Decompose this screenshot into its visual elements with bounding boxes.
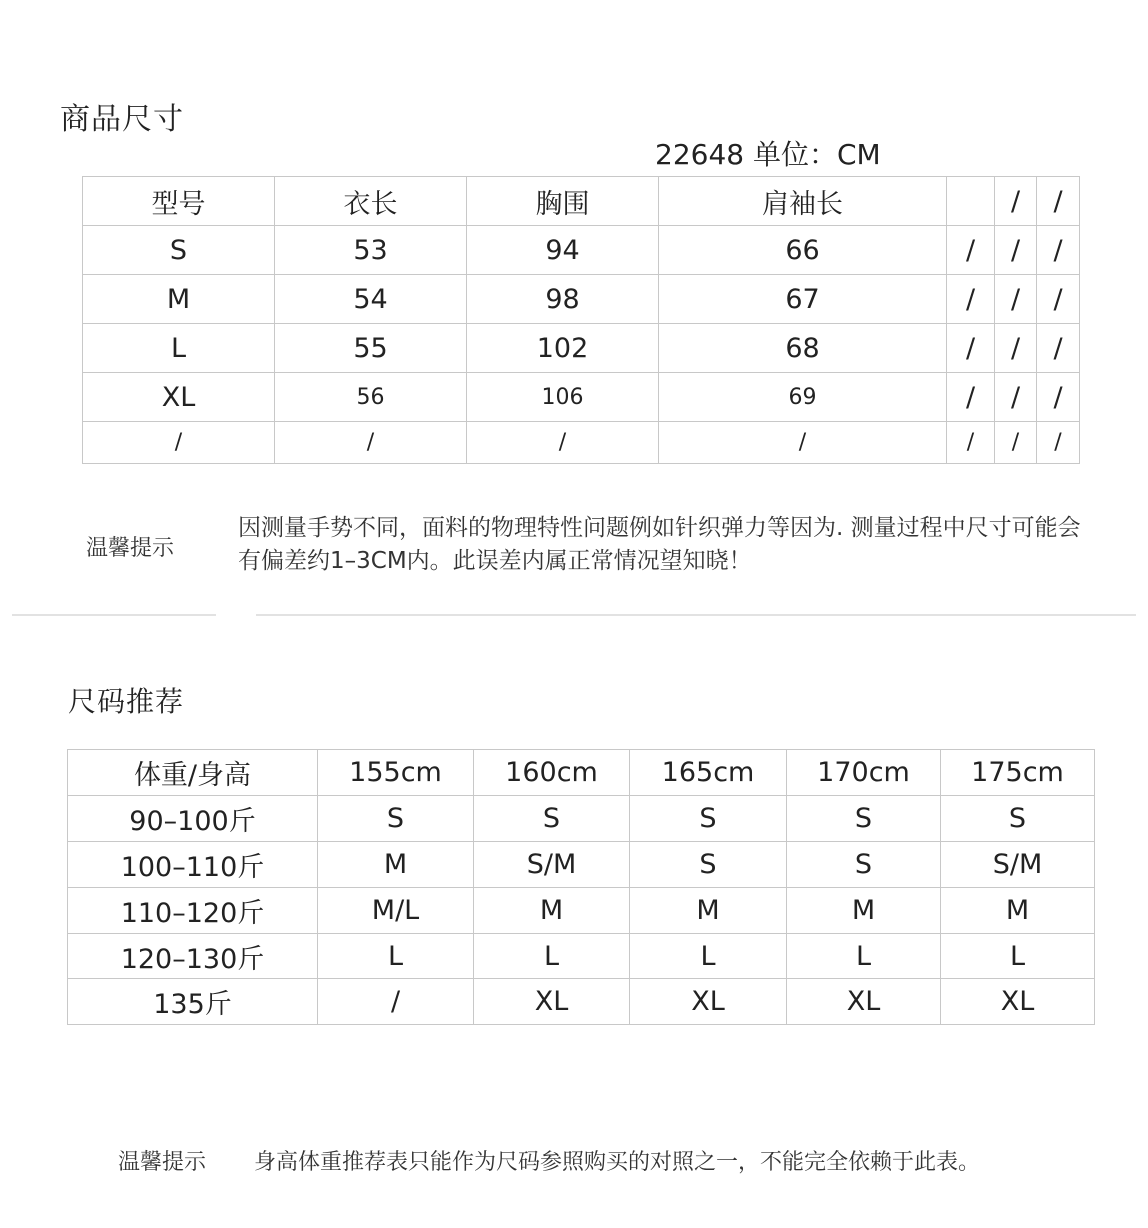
table-cell: / (275, 422, 467, 464)
table-cell: / (659, 422, 947, 464)
table-cell: 94 (467, 226, 659, 275)
table-cell: / (995, 275, 1037, 324)
table-cell: L (630, 934, 787, 979)
header-extra-1 (947, 177, 995, 226)
table-cell: 53 (275, 226, 467, 275)
table-cell: L (941, 934, 1095, 979)
table-cell: 135斤 (68, 979, 318, 1025)
table-cell: XL (474, 979, 630, 1025)
table-cell: M (318, 842, 474, 888)
table-cell: 54 (275, 275, 467, 324)
table-cell: 120–130斤 (68, 934, 318, 979)
table-row (83, 226, 1080, 275)
table-cell: XL (630, 979, 787, 1025)
table-cell: / (1037, 275, 1080, 324)
table-cell: / (1037, 422, 1080, 464)
table-cell: / (1037, 324, 1080, 373)
table-cell: S (787, 796, 941, 842)
table-cell: 66 (659, 226, 947, 275)
note1-label: 温馨提示 (86, 536, 175, 561)
table-cell: L (318, 934, 474, 979)
recommendation-table (67, 749, 1095, 1025)
table-cell: L (787, 934, 941, 979)
note2-label: 温馨提示 (118, 1150, 207, 1175)
table-cell: S (318, 796, 474, 842)
table-cell: 106 (467, 373, 659, 422)
table-cell: S/M (941, 842, 1095, 888)
table-cell: / (318, 979, 474, 1025)
header-length: 衣长 (275, 177, 467, 226)
table-cell: M/L (318, 888, 474, 934)
table-cell: S (787, 842, 941, 888)
divider-left (12, 614, 216, 616)
table-cell: / (995, 226, 1037, 275)
table-cell: XL (941, 979, 1095, 1025)
rec-section-title: 尺码推荐 (68, 685, 185, 718)
divider-right (256, 614, 1136, 616)
note2-text: 身高体重推荐表只能作为尺码参照购买的对照之一，不能完全依赖于此表。 (254, 1150, 981, 1175)
header-chest: 胸围 (467, 177, 659, 226)
table-cell: 67 (659, 275, 947, 324)
table-cell: / (947, 324, 995, 373)
table-cell: S/M (474, 842, 630, 888)
size-table (82, 176, 1080, 464)
header-extra-3: / (1037, 177, 1080, 226)
table-cell: 98 (467, 275, 659, 324)
table-cell: S (630, 796, 787, 842)
header-height-155: 155cm (318, 750, 474, 796)
table-cell: / (995, 373, 1037, 422)
table-row (68, 796, 1095, 842)
table-row (83, 324, 1080, 373)
table-cell: M (474, 888, 630, 934)
table-cell: M (787, 888, 941, 934)
table-cell: XL (787, 979, 941, 1025)
table-cell: / (947, 226, 995, 275)
rec-table-header (68, 750, 1095, 796)
header-height-170: 170cm (787, 750, 941, 796)
table-cell: M (941, 888, 1095, 934)
table-row (83, 422, 1080, 464)
table-row (68, 979, 1095, 1025)
table-cell: / (947, 422, 995, 464)
table-cell: M (83, 275, 275, 324)
size-unit-label: 22648 单位：CM (655, 138, 881, 171)
header-extra-2: / (995, 177, 1037, 226)
table-cell: / (947, 275, 995, 324)
table-cell: 68 (659, 324, 947, 373)
table-cell: / (1037, 226, 1080, 275)
header-height-175: 175cm (941, 750, 1095, 796)
table-cell: / (995, 422, 1037, 464)
header-sleeve: 肩袖长 (659, 177, 947, 226)
table-cell: S (941, 796, 1095, 842)
header-height-165: 165cm (630, 750, 787, 796)
size-table-header (83, 177, 1080, 226)
table-cell: / (83, 422, 275, 464)
header-height-160: 160cm (474, 750, 630, 796)
table-cell: 69 (659, 373, 947, 422)
table-row (68, 888, 1095, 934)
table-cell: L (474, 934, 630, 979)
table-cell: S (474, 796, 630, 842)
table-cell: / (995, 324, 1037, 373)
table-cell: L (83, 324, 275, 373)
table-cell: / (1037, 373, 1080, 422)
table-cell: M (630, 888, 787, 934)
table-cell: 100–110斤 (68, 842, 318, 888)
table-row (83, 275, 1080, 324)
header-model: 型号 (83, 177, 275, 226)
table-cell: S (630, 842, 787, 888)
table-cell: 102 (467, 324, 659, 373)
table-cell: 55 (275, 324, 467, 373)
note1-text: 因测量手势不同，面料的物理特性问题例如针织弹力等因为. 测量过程中尺寸可能会有偏差约1–3CM内。此误差内属正常情况望知晓！ (238, 515, 1081, 574)
table-cell: 110–120斤 (68, 888, 318, 934)
size-section-title: 商品尺寸 (60, 102, 184, 137)
table-cell: 56 (275, 373, 467, 422)
header-weight-height: 体重/身高 (68, 750, 318, 796)
table-row (83, 373, 1080, 422)
table-cell: S (83, 226, 275, 275)
table-cell: XL (83, 373, 275, 422)
table-cell: / (467, 422, 659, 464)
table-cell: 90–100斤 (68, 796, 318, 842)
table-cell: / (947, 373, 995, 422)
table-row (68, 842, 1095, 888)
table-row (68, 934, 1095, 979)
